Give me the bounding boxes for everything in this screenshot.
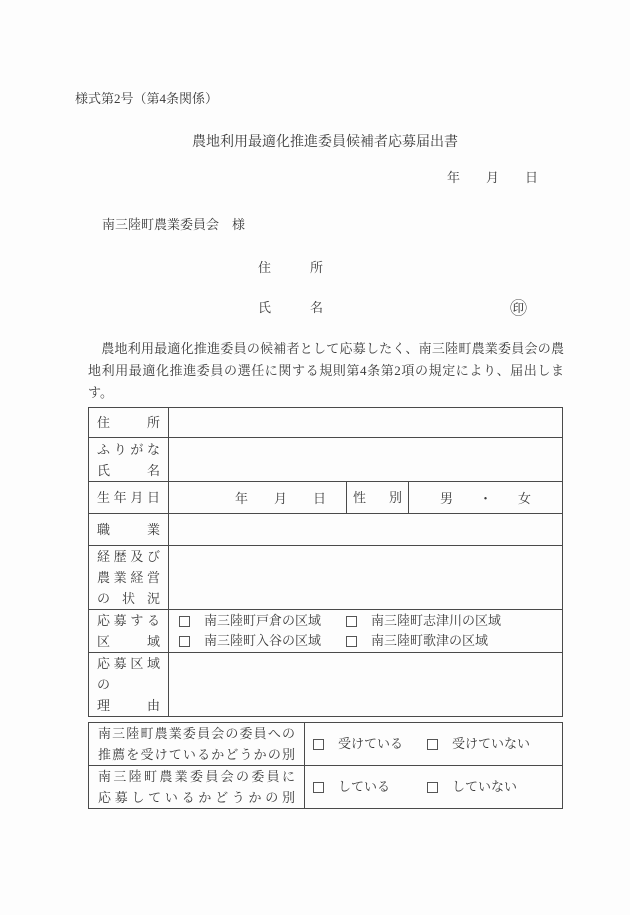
recommendation-label-line2: 推薦を受けているかどうかの別 [98, 747, 295, 762]
reason-label-line1: 応募区域の [97, 656, 160, 692]
checkbox-icon[interactable] [427, 782, 438, 793]
reason-label-line2: 理由 [97, 698, 160, 713]
table-row-name [89, 438, 563, 482]
region-option-label: 南三陸町志津川の区域 [371, 613, 502, 628]
table-row-occupation [89, 514, 563, 546]
region-label-line1: 応募する [97, 613, 160, 628]
signature-name-label: 氏 名 [258, 300, 324, 315]
career-label-cell [89, 546, 169, 610]
region-option-shizugawa[interactable] [346, 611, 501, 631]
applicant-info-table [88, 407, 563, 717]
recommendation-label-cell [89, 723, 305, 766]
region-options-cell [169, 610, 563, 653]
form-number: 様式第2号（第4条関係） [75, 91, 219, 106]
occupation-label: 職業 [97, 522, 160, 537]
table-row-recommendation [89, 723, 563, 766]
application-status-option-label: していない [452, 779, 518, 794]
application-status-options-cell [305, 766, 563, 809]
checkbox-icon[interactable] [313, 739, 324, 750]
name-label: 氏名 [97, 462, 160, 478]
region-option-label: 南三陸町入谷の区域 [204, 633, 322, 648]
occupation-label-cell [89, 514, 169, 546]
region-option-row-2 [179, 631, 562, 651]
sex-label: 性別 [353, 490, 402, 505]
recommendation-option-yes[interactable] [313, 734, 427, 754]
recommendation-option-label: 受けている [338, 736, 404, 751]
signature-address-label: 住 所 [258, 260, 324, 275]
birthdate-label: 生年月日 [97, 490, 160, 505]
birthdate-label-cell [89, 482, 169, 514]
sex-label-cell [347, 482, 409, 514]
application-status-label-line1: 南三陸町農業委員会の委員に [98, 769, 295, 784]
checkbox-icon[interactable] [346, 636, 357, 647]
status-table [88, 722, 563, 809]
region-option-togura[interactable] [179, 611, 346, 631]
checkbox-icon[interactable] [179, 616, 190, 627]
occupation-input-cell[interactable] [169, 514, 563, 546]
application-status-label-cell [89, 766, 305, 809]
application-status-option-row [313, 777, 562, 797]
recommendation-label-line1: 南三陸町農業委員会の委員への [98, 726, 295, 741]
region-label-line2: 区域 [97, 634, 160, 649]
checkbox-icon[interactable] [427, 739, 438, 750]
application-status-option-no[interactable] [427, 777, 517, 797]
table-row-address [89, 408, 563, 438]
document-title: 農地利用最適化推進委員候補者応募届出書 [192, 135, 458, 150]
checkbox-icon[interactable] [179, 636, 190, 647]
recommendation-option-label: 受けていない [452, 736, 531, 751]
table-row-application-status [89, 766, 563, 809]
reason-label-cell [89, 653, 169, 717]
career-label-line2: 農業経営 [97, 570, 160, 585]
table-row-birthdate [89, 482, 563, 514]
region-option-iriya[interactable] [179, 631, 346, 651]
birthdate-input-cell[interactable]: 年 月 日 [169, 482, 347, 514]
recommendation-options-cell [305, 723, 563, 766]
sex-select-cell[interactable]: 男 ・ 女 [409, 482, 563, 514]
recommendation-option-no[interactable] [427, 734, 530, 754]
application-status-option-yes[interactable] [313, 777, 427, 797]
address-label-cell [89, 408, 169, 438]
address-label: 住所 [97, 415, 160, 430]
application-status-option-label: している [338, 779, 391, 794]
career-label-line3: の状況 [97, 591, 160, 606]
address-input-cell[interactable] [169, 408, 563, 438]
name-input-cell[interactable] [169, 438, 563, 482]
furigana-name-label-cell [89, 438, 169, 482]
checkbox-icon[interactable] [313, 782, 324, 793]
checkbox-icon[interactable] [346, 616, 357, 627]
region-option-label: 南三陸町戸倉の区域 [204, 613, 322, 628]
table-row-career [89, 546, 563, 610]
date-line: 年 月 日 [446, 170, 538, 185]
region-option-utatsu[interactable] [346, 631, 488, 651]
region-option-label: 南三陸町歌津の区域 [371, 633, 489, 648]
seal-mark-icon: ㊞ [510, 299, 527, 318]
addressee: 南三陸町農業委員会 様 [102, 217, 246, 232]
region-label-cell [89, 610, 169, 653]
application-status-label-line2: 応募しているかどうかの別 [98, 790, 295, 805]
body-paragraph: 農地利用最適化推進委員の候補者として応募したく、南三陸町農業委員会の農地利用最適化推進委員の選任に関する規則第4条第2項の規定により、届出します。 [88, 341, 564, 400]
region-option-row-1 [179, 611, 562, 631]
career-input-cell[interactable] [169, 546, 563, 610]
recommendation-option-row [313, 734, 562, 754]
reason-input-cell[interactable] [169, 653, 563, 717]
table-row-region [89, 610, 563, 653]
furigana-label: ふりがな [97, 441, 160, 457]
table-row-reason [89, 653, 563, 717]
career-label-line1: 経歴及び [97, 549, 160, 564]
